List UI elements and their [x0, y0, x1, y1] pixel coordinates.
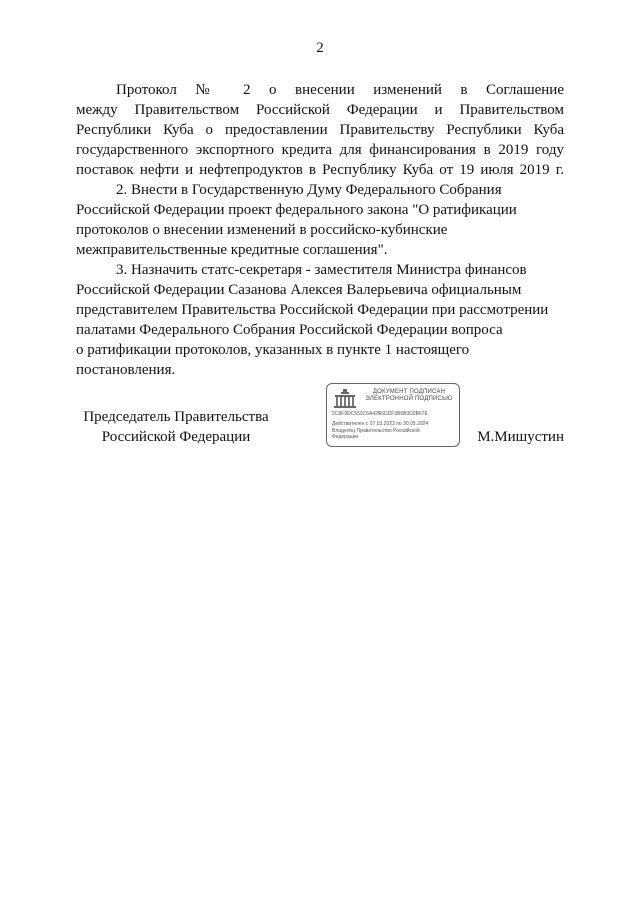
- government-emblem-icon: [332, 388, 358, 410]
- paragraph-item-2: [76, 180, 564, 260]
- text-line: 2. Внести в Государственную Думу Федерального Собрания: [116, 182, 502, 198]
- text-line: 3. Назначить статс-секретаря - заместителя Министра финансов: [116, 262, 527, 278]
- signatory-name: М.Мишустин: [477, 429, 564, 445]
- stamp-owner: Владелец Правительство Российской: [332, 428, 420, 434]
- signatory-title-line: Председатель Правительства: [83, 409, 269, 425]
- page-number: 2: [316, 40, 324, 56]
- text-line: государственного экспортного кредита для финансирования в 2019 году: [76, 142, 564, 158]
- stamp-owner-cont: Федерации: [332, 434, 359, 440]
- text-line: Российской Федерации проект федерального закона "О ратификации: [76, 202, 517, 218]
- text-line: между Правительством Российской Федерации и Правительством: [76, 102, 564, 118]
- signatory-title: [76, 407, 276, 447]
- text-line: представителем Правительства Российской Федерации при рассмотрении: [76, 302, 549, 318]
- text-line: поставок нефти и нефтепродуктов в Республику Куба от 19 июля 2019 г.: [76, 162, 564, 178]
- text-line: палатами Федерального Собрания Российской Федерации вопроса: [76, 322, 503, 338]
- text-line: постановления.: [76, 362, 176, 378]
- stamp-header: [361, 389, 457, 403]
- text-line: протоколов о внесении изменений в российско-кубинские: [76, 222, 448, 238]
- stamp-header-line: ЭЛЕКТРОННОЙ ПОДПИСЬЮ: [365, 396, 453, 402]
- stamp-header-line: ДОКУМЕНТ ПОДПИСАН: [372, 389, 446, 395]
- text-line: Протокол № 2 о внесении изменений в Соглашение: [116, 82, 564, 98]
- signature-block: [76, 389, 564, 455]
- text-line: межправительственные кредитные соглашения".: [76, 242, 388, 258]
- text-line: Республики Куба о предоставлении Правительству Республики Куба: [76, 122, 564, 138]
- text-line: Российской Федерации Сазанова Алексея Валерьевича официальным: [76, 282, 522, 298]
- text-line: о ратификации протоколов, указанных в пункте 1 настоящего: [76, 342, 470, 358]
- stamp-validity: Действителен с 07.03.2023 по 30.05.2024: [332, 421, 429, 427]
- electronic-signature-stamp: [326, 383, 460, 447]
- signatory-title-line: Российской Федерации: [101, 429, 251, 445]
- paragraph-protocol: [76, 80, 564, 180]
- paragraph-item-3: [76, 260, 564, 380]
- stamp-certificate-serial: 2C8F9DC553C6A42B6DDF3B6B3D2B67E: [332, 411, 428, 417]
- document-body: [76, 80, 564, 380]
